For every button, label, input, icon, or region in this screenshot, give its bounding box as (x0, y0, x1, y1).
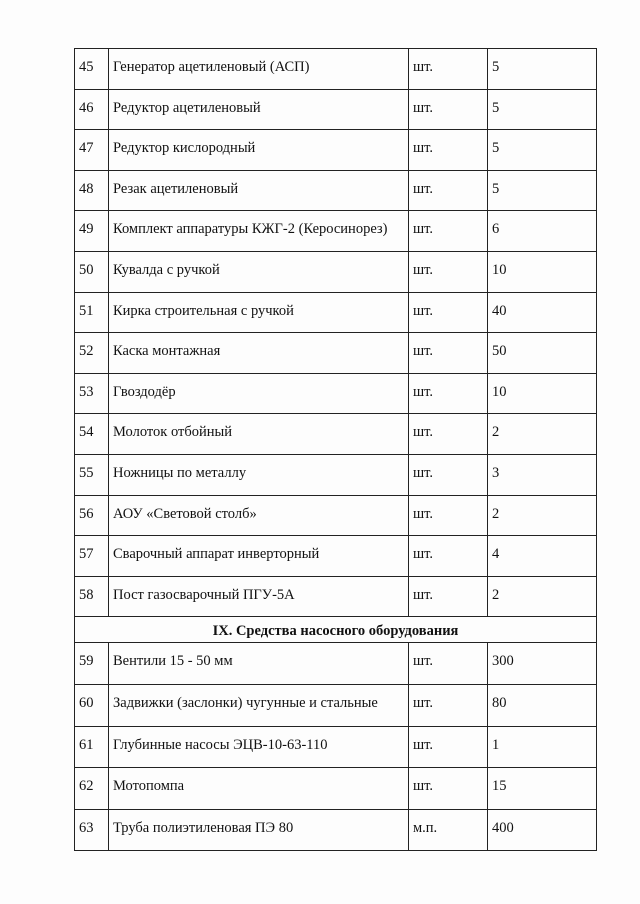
item-name: Комплект аппаратуры КЖГ-2 (Керосинорез) (109, 211, 409, 252)
table-row (75, 495, 597, 536)
row-number: 56 (75, 495, 109, 536)
item-unit: шт. (409, 333, 488, 374)
item-quantity: 2 (488, 495, 597, 536)
item-quantity: 5 (488, 89, 597, 130)
inventory-table (74, 48, 597, 851)
item-unit: шт. (409, 89, 488, 130)
item-unit: шт. (409, 292, 488, 333)
item-unit: шт. (409, 251, 488, 292)
item-quantity: 40 (488, 292, 597, 333)
item-quantity: 5 (488, 130, 597, 171)
table-row (75, 170, 597, 211)
item-name: Пост газосварочный ПГУ-5А (109, 576, 409, 617)
table-row (75, 292, 597, 333)
table-row (75, 211, 597, 252)
row-number: 49 (75, 211, 109, 252)
table-row (75, 454, 597, 495)
item-name: Каска монтажная (109, 333, 409, 374)
item-unit: шт. (409, 414, 488, 455)
item-name: Кувалда с ручкой (109, 251, 409, 292)
section-title: IX. Средства насосного оборудования (75, 617, 597, 643)
item-unit: шт. (409, 768, 488, 810)
item-name: Резак ацетиленовый (109, 170, 409, 211)
item-name: Вентили 15 - 50 мм (109, 643, 409, 685)
item-quantity: 2 (488, 576, 597, 617)
row-number: 53 (75, 373, 109, 414)
row-number: 63 (75, 809, 109, 851)
section-header-row (75, 617, 597, 643)
table-row (75, 49, 597, 90)
table-row (75, 333, 597, 374)
row-number: 45 (75, 49, 109, 90)
table-row (75, 251, 597, 292)
item-name: Редуктор ацетиленовый (109, 89, 409, 130)
item-name: Задвижки (заслонки) чугунные и стальные (109, 684, 409, 726)
table-row (75, 414, 597, 455)
item-quantity: 50 (488, 333, 597, 374)
item-quantity: 1 (488, 726, 597, 768)
row-number: 46 (75, 89, 109, 130)
item-unit: шт. (409, 576, 488, 617)
row-number: 59 (75, 643, 109, 685)
row-number: 50 (75, 251, 109, 292)
item-name: Кирка строительная с ручкой (109, 292, 409, 333)
item-quantity: 3 (488, 454, 597, 495)
item-quantity: 6 (488, 211, 597, 252)
item-unit: шт. (409, 130, 488, 171)
item-name: Сварочный аппарат инверторный (109, 536, 409, 577)
item-unit: м.п. (409, 809, 488, 851)
row-number: 61 (75, 726, 109, 768)
item-unit: шт. (409, 49, 488, 90)
item-quantity: 5 (488, 49, 597, 90)
item-unit: шт. (409, 684, 488, 726)
item-unit: шт. (409, 170, 488, 211)
table-row (75, 373, 597, 414)
item-quantity: 4 (488, 536, 597, 577)
table-row (75, 536, 597, 577)
item-quantity: 15 (488, 768, 597, 810)
item-unit: шт. (409, 643, 488, 685)
row-number: 54 (75, 414, 109, 455)
table-row (75, 130, 597, 171)
item-name: Гвоздодёр (109, 373, 409, 414)
item-quantity: 5 (488, 170, 597, 211)
row-number: 47 (75, 130, 109, 171)
table-row (75, 684, 597, 726)
table-row (75, 643, 597, 685)
row-number: 51 (75, 292, 109, 333)
item-unit: шт. (409, 536, 488, 577)
row-number: 55 (75, 454, 109, 495)
table-row (75, 726, 597, 768)
item-unit: шт. (409, 373, 488, 414)
item-name: АОУ «Световой столб» (109, 495, 409, 536)
item-name: Ножницы по металлу (109, 454, 409, 495)
row-number: 52 (75, 333, 109, 374)
item-unit: шт. (409, 454, 488, 495)
row-number: 60 (75, 684, 109, 726)
item-unit: шт. (409, 726, 488, 768)
table-row (75, 768, 597, 810)
item-quantity: 300 (488, 643, 597, 685)
item-name: Молоток отбойный (109, 414, 409, 455)
row-number: 62 (75, 768, 109, 810)
item-quantity: 10 (488, 251, 597, 292)
row-number: 57 (75, 536, 109, 577)
inventory-table-body (75, 49, 597, 851)
item-quantity: 80 (488, 684, 597, 726)
item-name: Труба полиэтиленовая ПЭ 80 (109, 809, 409, 851)
item-unit: шт. (409, 495, 488, 536)
item-quantity: 10 (488, 373, 597, 414)
item-unit: шт. (409, 211, 488, 252)
table-row (75, 809, 597, 851)
item-quantity: 400 (488, 809, 597, 851)
row-number: 58 (75, 576, 109, 617)
item-name: Генератор ацетиленовый (АСП) (109, 49, 409, 90)
item-name: Мотопомпа (109, 768, 409, 810)
item-quantity: 2 (488, 414, 597, 455)
item-name: Редуктор кислородный (109, 130, 409, 171)
table-row (75, 576, 597, 617)
item-name: Глубинные насосы ЭЦВ-10-63-110 (109, 726, 409, 768)
row-number: 48 (75, 170, 109, 211)
table-row (75, 89, 597, 130)
